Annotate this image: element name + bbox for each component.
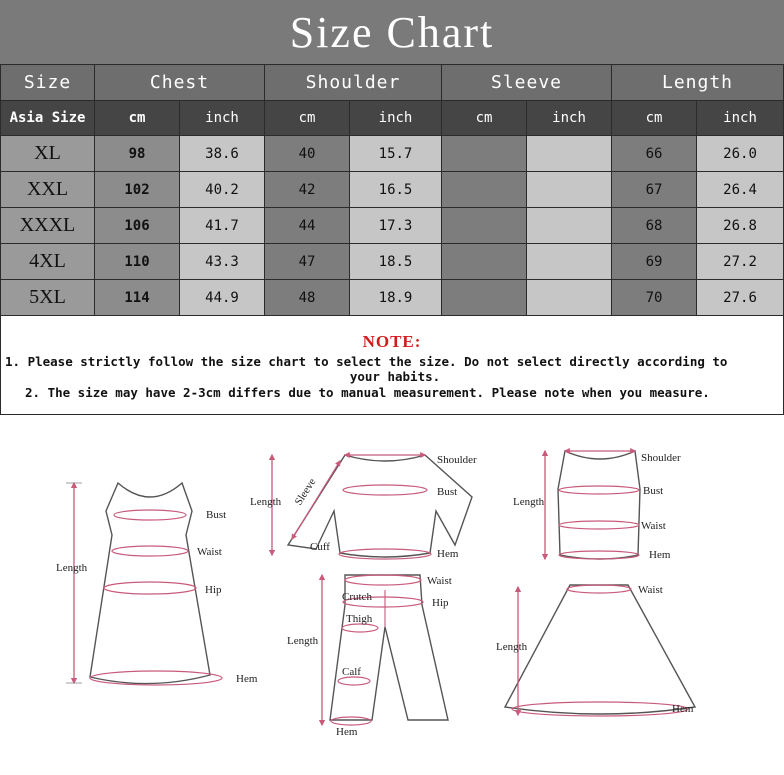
length-inch-cell: 26.8 <box>697 208 784 244</box>
shoulder-cm-cell: 48 <box>265 280 350 316</box>
shoulder-inch-cell: 17.3 <box>350 208 442 244</box>
vest-diagram <box>513 451 681 561</box>
chest-cm-cell: 98 <box>95 136 180 172</box>
header-shoulder: Shoulder <box>265 65 442 101</box>
pants-waist-label: Waist <box>427 575 452 587</box>
top-cuff-label: Cuff <box>310 541 330 553</box>
sleeve-cm-cell <box>442 244 527 280</box>
dress-hem-label: Hem <box>236 673 258 685</box>
measurement-diagram <box>0 415 784 775</box>
sleeve-inch-cell <box>527 136 612 172</box>
unit-sleeve-cm: cm <box>442 101 527 136</box>
length-cm-cell: 67 <box>612 172 697 208</box>
sleeve-inch-cell <box>527 244 612 280</box>
chest-inch-cell: 43.3 <box>180 244 265 280</box>
length-cm-cell: 66 <box>612 136 697 172</box>
note-line-1: 1. Please strictly follow the size chart to select the size. Do not select directly according to <box>5 354 728 369</box>
vest-bust-line <box>559 486 639 494</box>
table-row <box>1 244 784 280</box>
length-cm-cell: 68 <box>612 208 697 244</box>
shoulder-inch-cell: 15.7 <box>350 136 442 172</box>
pants-hem-label: Hem <box>336 726 358 738</box>
header-sleeve: Sleeve <box>442 65 612 101</box>
chest-inch-cell: 41.7 <box>180 208 265 244</box>
sleeve-cm-cell <box>442 280 527 316</box>
pants-thigh-line <box>342 624 378 632</box>
dress-hip-line <box>104 582 196 594</box>
dress-bust-label: Bust <box>206 509 227 521</box>
vest-waist-line <box>559 521 639 529</box>
skirt-waist-line <box>567 585 631 593</box>
top-bust-line <box>343 485 427 495</box>
header-asia-size: Asia Size <box>1 101 95 136</box>
note-box <box>0 314 784 415</box>
unit-chest-inch: inch <box>180 101 265 136</box>
unit-length-cm: cm <box>612 101 697 136</box>
sleeve-cm-cell <box>442 136 527 172</box>
dress-length-label: Length <box>56 562 88 574</box>
size-cell: XXL <box>1 172 95 208</box>
length-cm-cell: 69 <box>612 244 697 280</box>
chest-inch-cell: 40.2 <box>180 172 265 208</box>
unit-chest-cm: cm <box>95 101 180 136</box>
length-inch-cell: 26.4 <box>697 172 784 208</box>
pants-length-label: Length <box>287 635 319 647</box>
chest-inch-cell: 38.6 <box>180 136 265 172</box>
chest-inch-cell: 44.9 <box>180 280 265 316</box>
header-chest: Chest <box>95 65 265 101</box>
size-cell: XXXL <box>1 208 95 244</box>
page-title: Size Chart <box>0 0 784 64</box>
vest-hem-label: Hem <box>649 549 671 561</box>
sleeve-cm-cell <box>442 208 527 244</box>
length-inch-cell: 27.6 <box>697 280 784 316</box>
unit-sleeve-inch: inch <box>527 101 612 136</box>
sleeve-inch-cell <box>527 172 612 208</box>
vest-bust-label: Bust <box>643 485 664 497</box>
top-sleeve-label: Sleeve <box>292 476 319 508</box>
vest-outline <box>558 451 640 559</box>
table-row <box>1 136 784 172</box>
size-cell: 4XL <box>1 244 95 280</box>
pants-calf-line <box>338 677 370 685</box>
note-title: NOTE: <box>362 332 422 351</box>
dress-waist-label: Waist <box>197 546 222 558</box>
pants-hem-line <box>331 717 371 725</box>
skirt-diagram <box>496 584 695 716</box>
shoulder-cm-cell: 42 <box>265 172 350 208</box>
unit-row <box>1 101 784 136</box>
sleeve-inch-cell <box>527 280 612 316</box>
pants-thigh-label: Thigh <box>346 613 373 625</box>
skirt-length-label: Length <box>496 641 528 653</box>
size-chart-table <box>0 64 784 316</box>
shoulder-cm-cell: 47 <box>265 244 350 280</box>
top-length-label: Length <box>250 496 282 508</box>
sleeve-inch-cell <box>527 208 612 244</box>
shoulder-cm-cell: 40 <box>265 136 350 172</box>
note-line-2: 2. The size may have 2-3cm differs due to manual measurement. Please note when you measure. <box>25 385 710 400</box>
length-inch-cell: 27.2 <box>697 244 784 280</box>
header-size: Size <box>1 65 95 101</box>
skirt-outline <box>505 585 695 714</box>
skirt-waist-label: Waist <box>638 584 663 596</box>
length-cm-cell: 70 <box>612 280 697 316</box>
sleeve-cm-cell <box>442 172 527 208</box>
top-shoulder-label: Shoulder <box>437 454 477 466</box>
note-line-1-cont: your habits. <box>349 369 441 384</box>
size-cell: 5XL <box>1 280 95 316</box>
shoulder-cm-cell: 44 <box>265 208 350 244</box>
chest-cm-cell: 110 <box>95 244 180 280</box>
unit-shoulder-cm: cm <box>265 101 350 136</box>
chest-cm-cell: 106 <box>95 208 180 244</box>
unit-shoulder-inch: inch <box>350 101 442 136</box>
pants-diagram <box>287 575 452 738</box>
header-row <box>1 65 784 101</box>
skirt-hem-label: Hem <box>672 703 694 715</box>
table-row <box>1 208 784 244</box>
table-row <box>1 172 784 208</box>
vest-waist-label: Waist <box>641 520 666 532</box>
dress-outline <box>90 483 210 684</box>
top-hem-label: Hem <box>437 548 459 560</box>
vest-length-label: Length <box>513 496 545 508</box>
dress-diagram <box>56 483 258 685</box>
size-cell: XL <box>1 136 95 172</box>
pants-hip-label: Hip <box>432 597 449 609</box>
pants-crutch-label: Crutch <box>342 591 372 603</box>
dress-bust-line <box>114 510 186 520</box>
shoulder-inch-cell: 18.5 <box>350 244 442 280</box>
unit-length-inch: inch <box>697 101 784 136</box>
pants-waist-line <box>345 575 421 585</box>
dress-hip-label: Hip <box>205 584 222 596</box>
top-diagram <box>250 454 477 560</box>
vest-shoulder-label: Shoulder <box>641 452 681 464</box>
top-bust-label: Bust <box>437 486 458 498</box>
pants-calf-label: Calf <box>342 666 361 678</box>
shoulder-inch-cell: 16.5 <box>350 172 442 208</box>
header-length: Length <box>612 65 784 101</box>
shoulder-inch-cell: 18.9 <box>350 280 442 316</box>
dress-waist-line <box>112 546 188 556</box>
chest-cm-cell: 102 <box>95 172 180 208</box>
table-row <box>1 280 784 316</box>
vest-hem-line <box>559 551 639 559</box>
length-inch-cell: 26.0 <box>697 136 784 172</box>
chest-cm-cell: 114 <box>95 280 180 316</box>
